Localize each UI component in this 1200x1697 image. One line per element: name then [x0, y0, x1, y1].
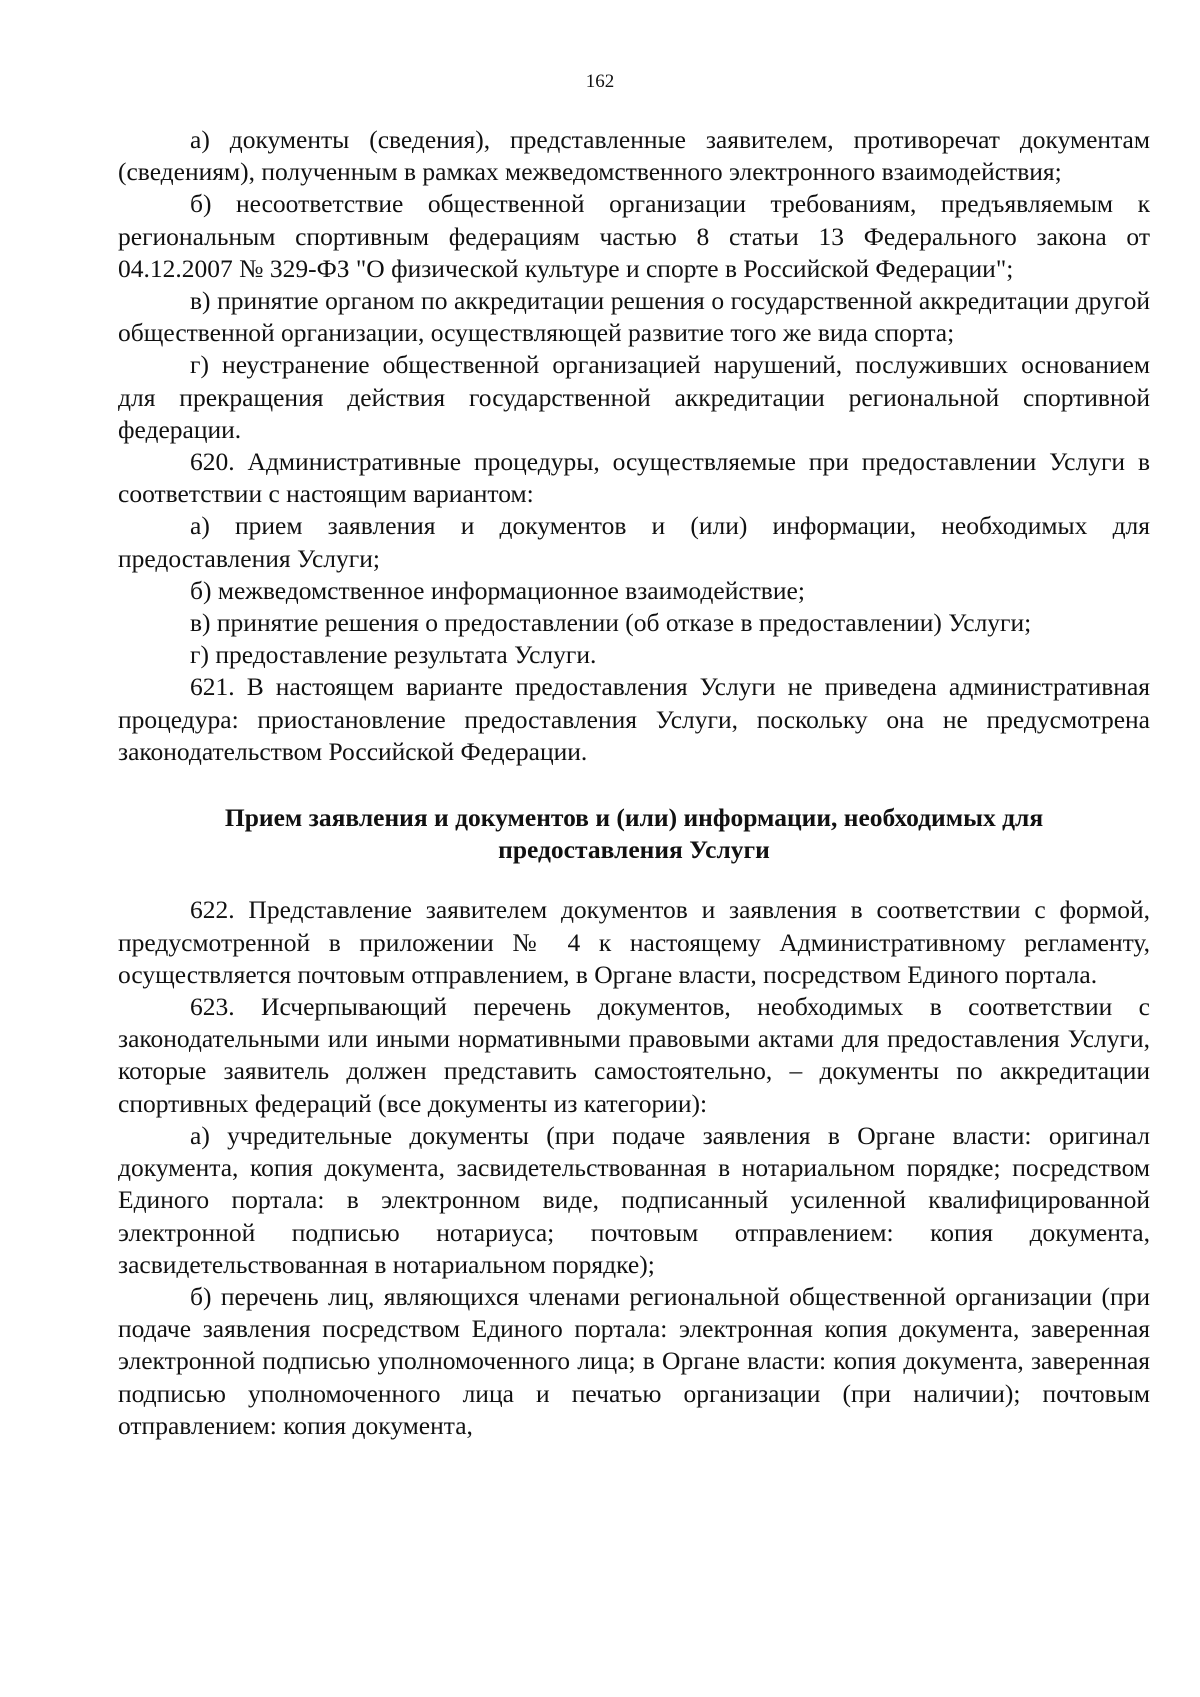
section-heading-line-1: Прием заявления и документов и (или) информации, необходимых для [224, 803, 1044, 833]
paragraph-623-item-a: а) учредительные документы (при подаче заявления в Органе власти: оригинал документа, копия документа, засвидетельствованная в нотариальном порядке; посредством Единого портала: в электронном виде, подписанный усиленной квалифицированной электронной подписью нотариуса; почтовым отправлением: копия документа, засвидетельствованная в нотариальном порядке); [118, 1120, 1150, 1279]
paragraph-item-v-other-accreditation: в) принятие органом по аккредитации решения о государственной аккредитации другой общественной организации, осуществляющей развитие того же вида спорта; [118, 286, 1150, 348]
paragraph-620-item-a: а) прием заявления и документов и (или) информации, необходимых для предоставления Услуги; [118, 511, 1150, 573]
paragraph-item-a-contradiction: а) документы (сведения), представленные заявителем, противоречат документам (сведениям), полученным в рамках межведомственного электронного взаимодействия; [118, 125, 1150, 187]
paragraph-623-item-b: б) перечень лиц, являющихся членами региональной общественной организации (при подаче заявления посредством Единого портала: электронная копия документа, заверенная электронной подписью уполномоченного лица; в Органе власти: копия документа, заверенная подписью уполномоченного лица и печатью организации (при наличии); почтовым отправлением: копия документа, [118, 1281, 1150, 1440]
paragraph-621: 621. В настоящем варианте предоставления Услуги не приведена административная процедура: приостановление предоставления Услуги, поскольку она не предусмотрена законодательством Российской Федерации. [118, 672, 1150, 766]
paragraph-623: 623. Исчерпывающий перечень документов, необходимых в соответствии с законодательными или иными нормативными правовыми актами для предоставления Услуги, которые заявитель должен представить самостоятельно, – документы по аккредитации спортивных федераций (все документы из категории): [118, 992, 1150, 1118]
document-body [118, 124, 1150, 1442]
page-number: 162 [585, 71, 615, 92]
section-heading [118, 802, 1150, 866]
paragraph-item-g-violations: г) неустранение общественной организацией нарушений, послуживших основанием для прекращения действия государственной аккредитации региональной спортивной федерации. [118, 350, 1150, 444]
paragraph-620-item-g: г) предоставление результата Услуги. [190, 640, 597, 670]
paragraph-620: 620. Административные процедуры, осуществляемые при предоставлении Услуги в соответствии с настоящим вариантом: [118, 447, 1150, 509]
paragraph-620-item-v: в) принятие решения о предоставлении (об отказе в предоставлении) Услуги; [190, 608, 1032, 638]
section-heading-line-2: предоставления Услуги [498, 835, 770, 865]
paragraph-item-b-noncompliance: б) несоответствие общественной организации требованиям, предъявляемым к региональным спортивным федерациям частью 8 статьи 13 Федерального закона от 04.12.2007 № 329-ФЗ "О физической культуре и спорте в Российской Федерации"; [118, 189, 1150, 283]
paragraph-620-item-b: б) межведомственное информационное взаимодействие; [190, 575, 805, 605]
paragraph-622: 622. Представление заявителем документов и заявления в соответствии с формой, предусмотренной в приложении № 4 к настоящему Административному регламенту, осуществляется почтовым отправлением, в Органе власти, посредством Единого портала. [118, 895, 1150, 989]
